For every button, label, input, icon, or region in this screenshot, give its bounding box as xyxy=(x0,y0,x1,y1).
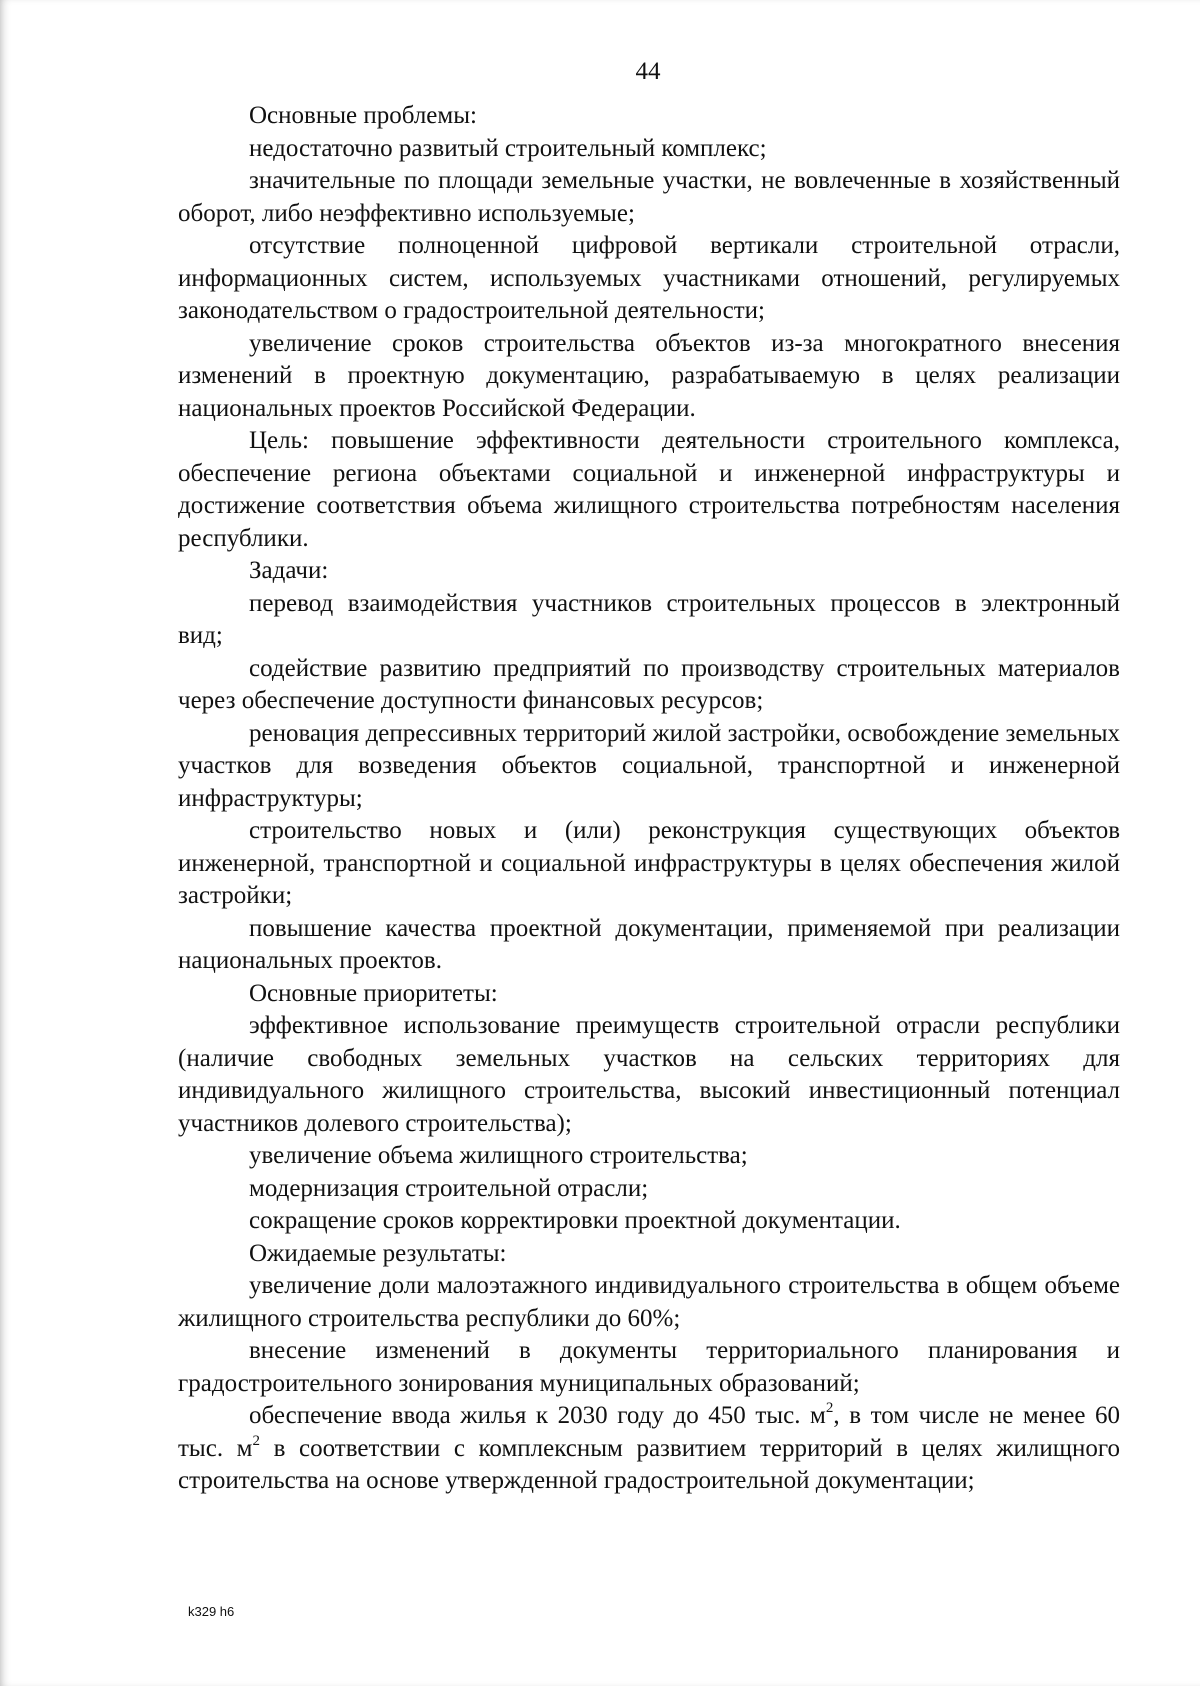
paragraph: недостаточно развитый строительный комплекс; xyxy=(249,134,767,162)
text-segment: , в том числе не менее 60 тыс. м xyxy=(178,1402,1121,1462)
footer-code: k329 h6 xyxy=(188,1604,235,1619)
paragraph-results-heading: Ожидаемые результаты: xyxy=(249,1239,507,1267)
paragraph: значительные по площади земельные участки, не вовлеченные в хозяйственный оборот, либо неэффективно используемые; xyxy=(178,167,1120,227)
paragraph-housing-target xyxy=(178,1400,1120,1498)
paragraph-goal: Цель: повышение эффективности деятельности строительного комплекса, обеспечение региона объектами социальной и инженерной инфраструктуры и достижение соответствия объема жилищного строительства потребностям населения республики. xyxy=(178,427,1120,552)
page-number: 44 xyxy=(635,58,661,85)
paragraph-priorities-heading: Основные приоритеты: xyxy=(249,979,498,1007)
paragraph-tasks-heading: Задачи: xyxy=(249,557,329,584)
paragraph: повышение качества проектной документации, применяемой при реализации национальных проектов. xyxy=(178,914,1120,974)
paragraph: реновация депрессивных территорий жилой застройки, освобождение земельных участков для возведения объектов социальной, транспортной и инженерной инфраструктуры; xyxy=(178,719,1120,812)
paragraph: внесение изменений в документы территориального планирования и градостроительного зонирования муниципальных образований; xyxy=(178,1337,1120,1397)
text-segment: в соответствии с комплексным развитием территорий в целях жилищного строительства на основе утвержденной градостроительной документации; xyxy=(178,1434,1120,1494)
text-segment: обеспечение ввода жилья к 2030 году до 450 тыс. м xyxy=(249,1402,826,1429)
paragraph: строительство новых и (или) реконструкция существующих объектов инженерной, транспортной и социальной инфраструктуры в целях обеспечения жилой застройки; xyxy=(178,817,1120,909)
superscript: 2 xyxy=(825,1400,834,1416)
paragraph: сокращение сроков корректировки проектной документации. xyxy=(249,1207,901,1234)
paragraph: увеличение объема жилищного строительства; xyxy=(249,1142,748,1169)
paragraph: увеличение сроков строительства объектов из-за многократного внесения изменений в проектную документацию, разрабатываемую в целях реализации национальных проектов Российской Федерации. xyxy=(178,329,1120,422)
paragraph: модернизация строительной отрасли; xyxy=(249,1174,649,1202)
paragraph: перевод взаимодействия участников строительных процессов в электронный вид; xyxy=(178,589,1120,649)
document-body xyxy=(178,100,1120,1498)
paragraph: содействие развитию предприятий по производству строительных материалов через обеспечение доступности финансовых ресурсов; xyxy=(178,654,1120,714)
paragraph: отсутствие полноценной цифровой вертикали строительной отрасли, информационных систем, используемых участниками отношений, регулируемых законодательством о градостроительной деятельности; xyxy=(178,232,1120,324)
paragraph: эффективное использование преимуществ строительной отрасли республики (наличие свободных земельных участков на сельских территориях для индивидуального жилищного строительства, высокий инвестиционный потенциал участников долевого строительства); xyxy=(178,1012,1120,1137)
paragraph: увеличение доли малоэтажного индивидуального строительства в общем объеме жилищного строительства республики до 60%; xyxy=(178,1272,1120,1332)
paragraph-problems-heading: Основные проблемы: xyxy=(249,102,477,129)
superscript: 2 xyxy=(252,1432,260,1449)
